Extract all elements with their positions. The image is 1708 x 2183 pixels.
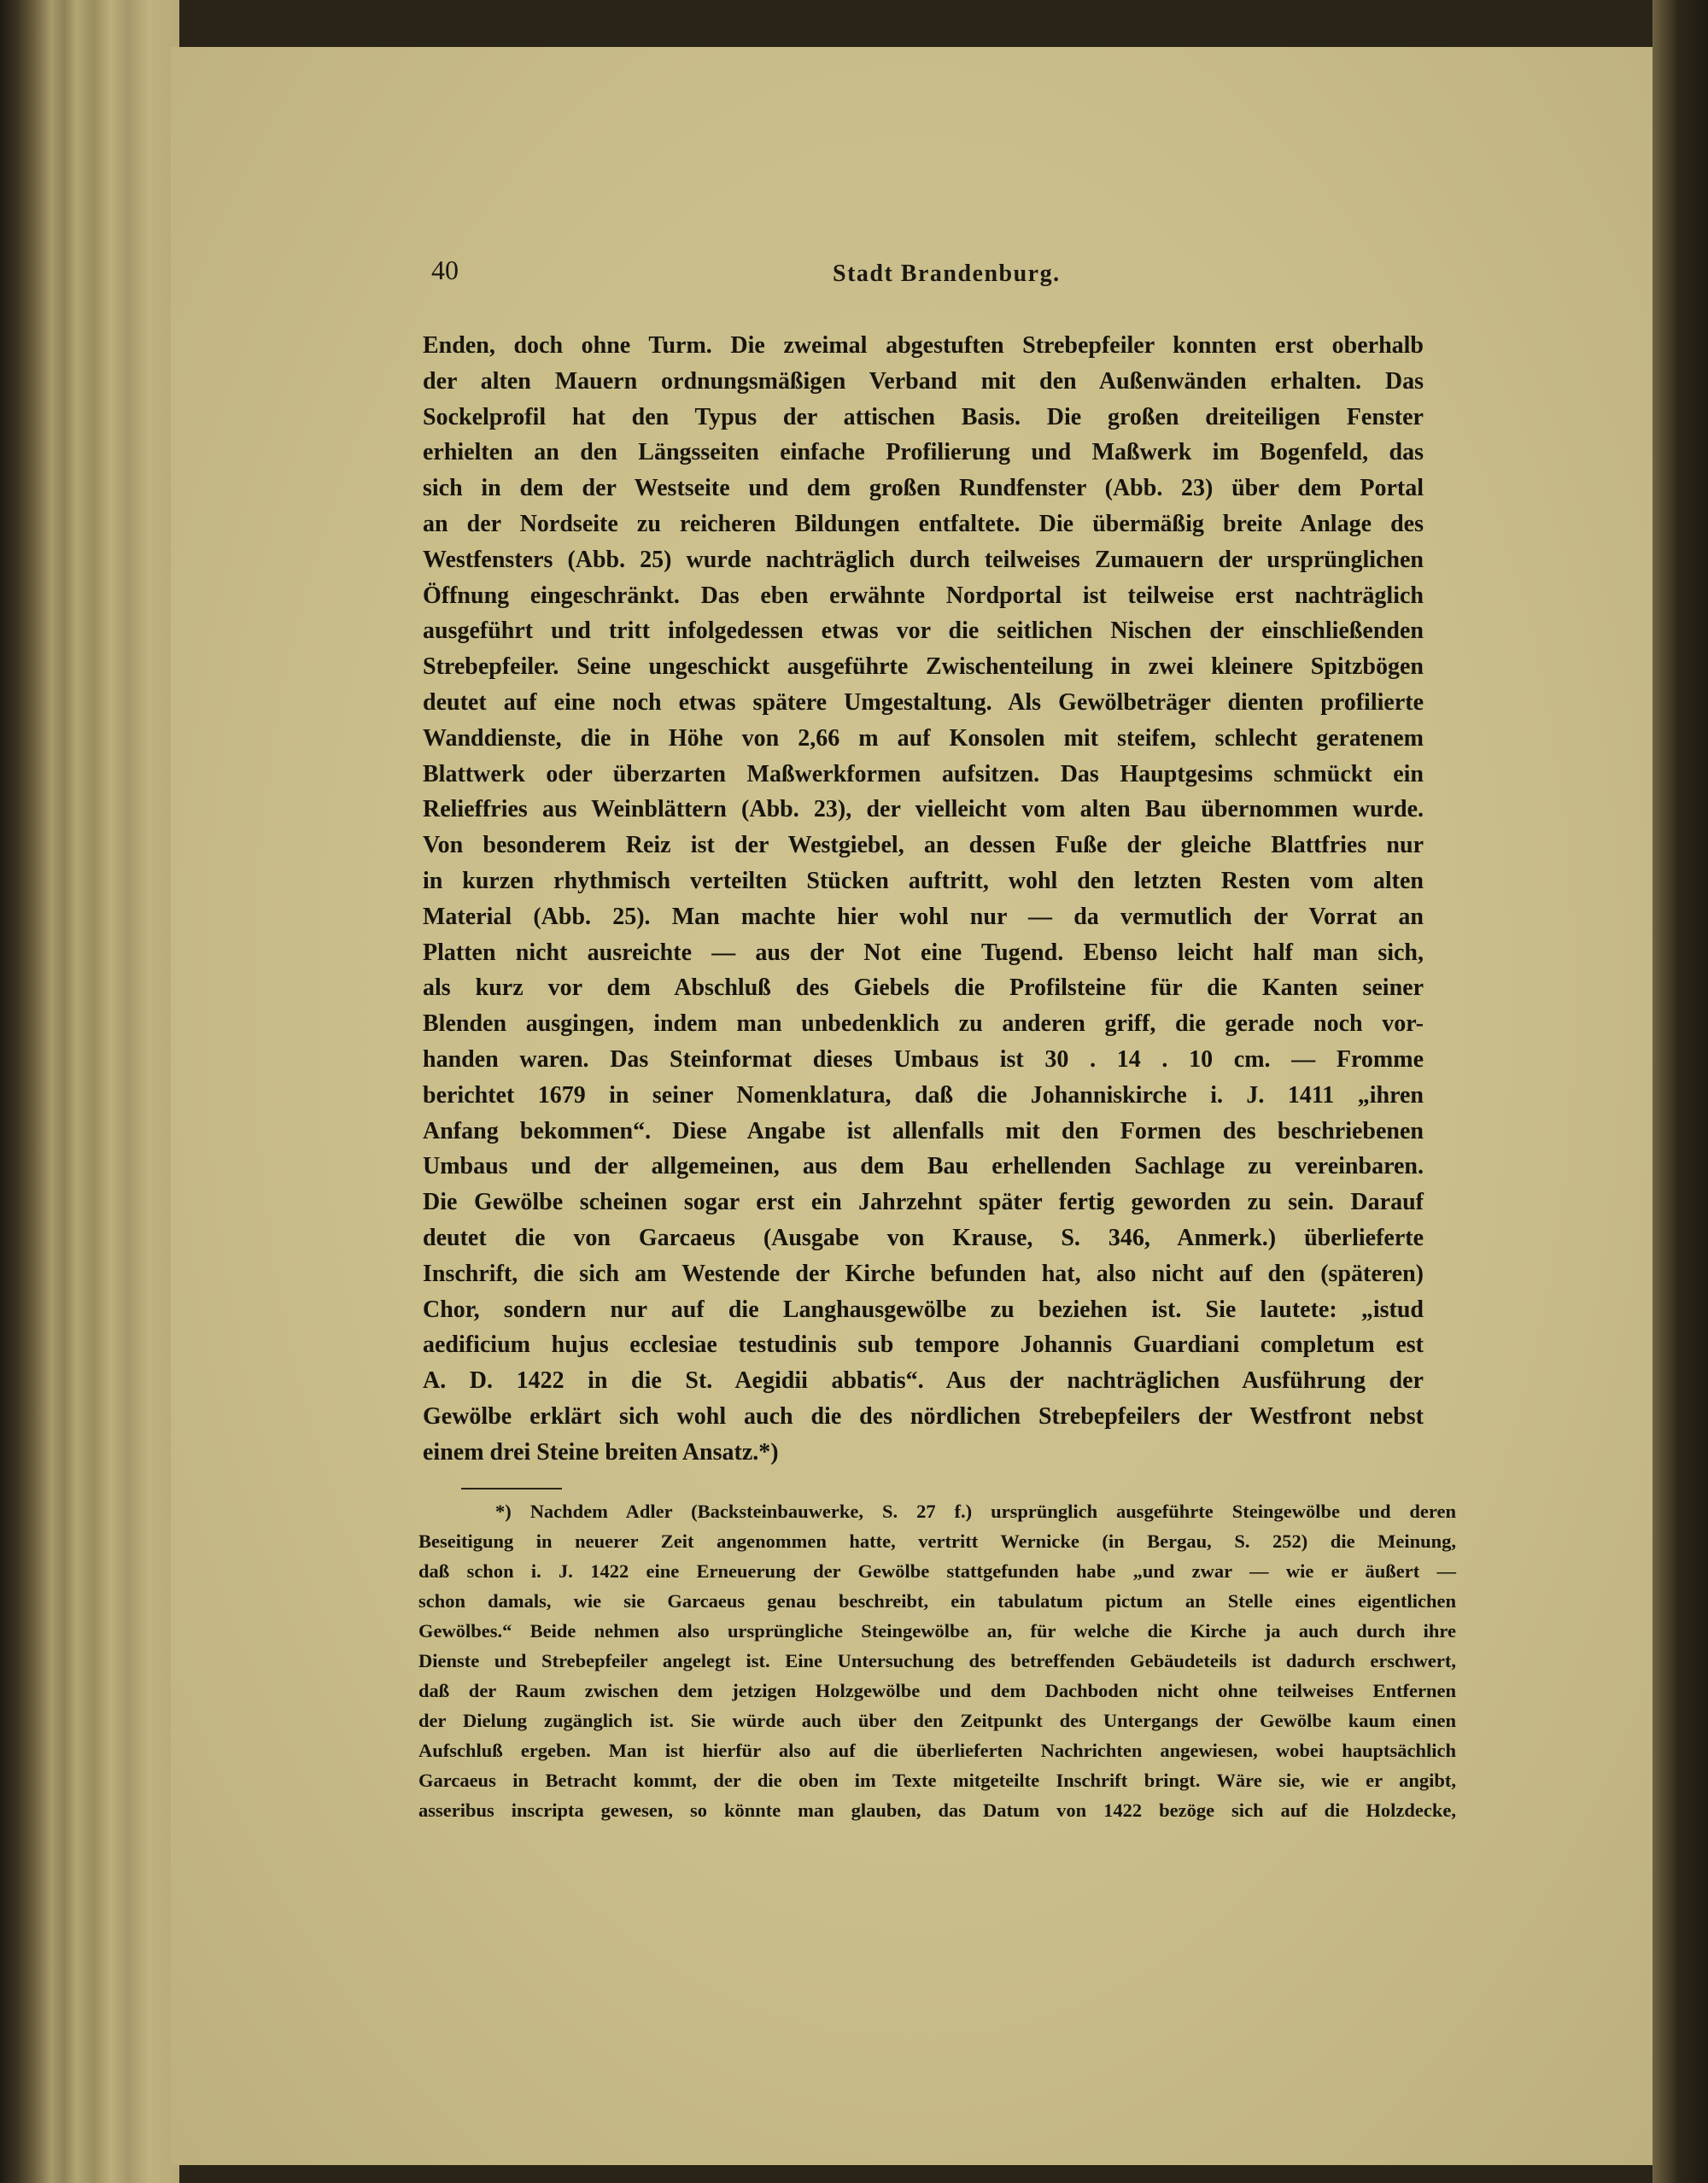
- footnote-line: schon damals, wie sie Garcaeus genau beschreibt, ein tabulatum pictum an Stelle eines eigentlichen: [418, 1590, 1456, 1612]
- text-line: sich in dem der Westseite und dem großen Rundfenster (Abb. 23) über dem Portal: [423, 475, 1424, 502]
- footnote-line: daß der Raum zwischen dem jetzigen Holzgewölbe und dem Dachboden nicht ohne teilweises Entfernen: [418, 1680, 1456, 1701]
- text-line: in kurzen rhythmisch verteilten Stücken auftritt, wohl den letzten Resten vom alten: [423, 867, 1424, 894]
- text-line: Westfensters (Abb. 25) wurde nachträglich durch teilweises Zumauern der ursprünglichen: [423, 546, 1424, 573]
- text-line: Enden, doch ohne Turm. Die zweimal abgestuften Strebepfeiler konnten erst oberhalb: [423, 332, 1424, 359]
- text-line: deutet die von Garcaeus (Ausgabe von Krause, S. 346, Anmerk.) überlieferte: [423, 1224, 1424, 1251]
- footnote-line: Aufschluß ergeben. Man ist hierfür also auf die überlieferten Nachrichten angewiesen, wobei hauptsächlich: [418, 1740, 1456, 1761]
- page-number: 40: [431, 255, 459, 285]
- text-line: Relieffries aus Weinblättern (Abb. 23), der vielleicht vom alten Bau übernommen wurde.: [423, 796, 1424, 823]
- text-line: erhielten an den Längsseiten einfache Profilierung und Maßwerk im Bogenfeld, das: [423, 439, 1424, 466]
- text-line: ausgeführt und tritt infolgedessen etwas vor die seitlichen Nischen der einschließenden: [423, 617, 1424, 645]
- text-line: der alten Mauern ordnungsmäßigen Verband mit den Außenwänden erhalten. Das: [423, 367, 1424, 395]
- text-line: handen waren. Das Steinformat dieses Umbaus ist 30 . 14 . 10 cm. — Fromme: [423, 1045, 1424, 1073]
- text-line: Gewölbe erklärt sich wohl auch die des nördlichen Strebepfeilers der Westfront nebst: [423, 1402, 1424, 1430]
- text-line: Blattwerk oder überzarten Maßwerkformen aufsitzen. Das Hauptgesims schmückt ein: [423, 760, 1424, 787]
- text-line: Anfang bekommen“. Diese Angabe ist allenfalls mit den Formen des beschriebenen: [423, 1117, 1424, 1144]
- text-line: Material (Abb. 25). Man machte hier wohl nur — da vermutlich der Vorrat an: [423, 903, 1424, 930]
- text-line: deutet auf eine noch etwas spätere Umgestaltung. Als Gewölbeträger dienten profilierte: [423, 688, 1424, 716]
- page-stack-edge: [0, 0, 179, 2183]
- text-line: Inschrift, die sich am Westende der Kirche befunden hat, also nicht auf den (späteren): [423, 1260, 1424, 1287]
- text-line: als kurz vor dem Abschluß des Giebels die Profilsteine für die Kanten seiner: [423, 974, 1424, 1002]
- footnote-rule: [461, 1488, 562, 1489]
- footnote-line: Gewölbes.“ Beide nehmen also ursprüngliche Steingewölbe an, für welche die Kirche ja auch durch ihre: [418, 1620, 1456, 1642]
- text-line: Platten nicht ausreichte — aus der Not eine Tugend. Ebenso leicht half man sich,: [423, 939, 1424, 966]
- footnote-line: der Dielung zugänglich ist. Sie würde auch über den Zeitpunkt des Untergangs der Gewölbe kaum einen: [418, 1710, 1456, 1731]
- footnote-line: Garcaeus in Betracht kommt, der die oben im Texte mitgeteilte Inschrift bringt. Wäre sie, wie er angibt,: [418, 1770, 1456, 1791]
- text-line: an der Nordseite zu reicheren Bildungen entfaltete. Die übermäßig breite Anlage des: [423, 510, 1424, 537]
- text-line: Öffnung eingeschränkt. Das eben erwähnte Nordportal ist teilweise erst nachträglich: [423, 582, 1424, 609]
- text-line: Umbaus und der allgemeinen, aus dem Bau erhellenden Sachlage zu vereinbaren.: [423, 1153, 1424, 1180]
- text-line: berichtet 1679 in seiner Nomenklatura, daß die Johanniskirche i. J. 1411 „ihren: [423, 1081, 1424, 1109]
- text-line: Strebepfeiler. Seine ungeschickt ausgeführte Zwischenteilung in zwei kleinere Spitzbögen: [423, 653, 1424, 681]
- text-line: Die Gewölbe scheinen sogar erst ein Jahrzehnt später fertig geworden zu sein. Darauf: [423, 1189, 1424, 1216]
- text-line: A. D. 1422 in die St. Aegidii abbatis“. Aus der nachträglichen Ausführung der: [423, 1367, 1424, 1395]
- text-line: Wanddienste, die in Höhe von 2,66 m auf Konsolen mit steifem, schlecht geratenem: [423, 724, 1424, 752]
- footnote-line: Beseitigung in neuerer Zeit angenommen hatte, vertritt Wernicke (in Bergau, S. 252) die Meinung,: [418, 1530, 1456, 1552]
- right-book-edge: [1652, 0, 1708, 2183]
- text-line: Sockelprofil hat den Typus der attischen Basis. Die großen dreiteiligen Fenster: [423, 403, 1424, 430]
- footnote: [418, 1496, 1456, 1825]
- text-line: einem drei Steine breiten Ansatz.*): [423, 1438, 779, 1466]
- text-line: Chor, sondern nur auf die Langhausgewölbe zu beziehen ist. Sie lautete: „istud: [423, 1296, 1424, 1323]
- footnote-line: Dienste und Strebepfeiler angelegt ist. Eine Untersuchung des betreffenden Gebäudeteils ist dadurch erschwert,: [418, 1650, 1456, 1671]
- text-line: Von besonderem Reiz ist der Westgiebel, an dessen Fuße der gleiche Blattfries nur: [423, 832, 1424, 859]
- running-title: Stadt Brandenburg.: [833, 260, 1061, 287]
- body-text: [423, 328, 1424, 1471]
- footnote-line: asseribus inscripta gewesen, so könnte man glauben, das Datum von 1422 bezöge sich auf die Holzdecke,: [418, 1800, 1456, 1821]
- footnote-line: daß schon i. J. 1422 eine Erneuerung der Gewölbe stattgefunden habe „und zwar — wie er äußert —: [418, 1560, 1456, 1582]
- text-line: Blenden ausgingen, indem man unbedenklich zu anderen griff, die gerade noch vor-: [423, 1010, 1424, 1038]
- text-line: aedificium hujus ecclesiae testudinis sub tempore Johannis Guardiani completum est: [423, 1331, 1424, 1359]
- footnote-line: *) Nachdem Adler (Backsteinbauwerke, S. 27 f.) ursprünglich ausgeführte Steingewölbe und deren: [495, 1501, 1456, 1522]
